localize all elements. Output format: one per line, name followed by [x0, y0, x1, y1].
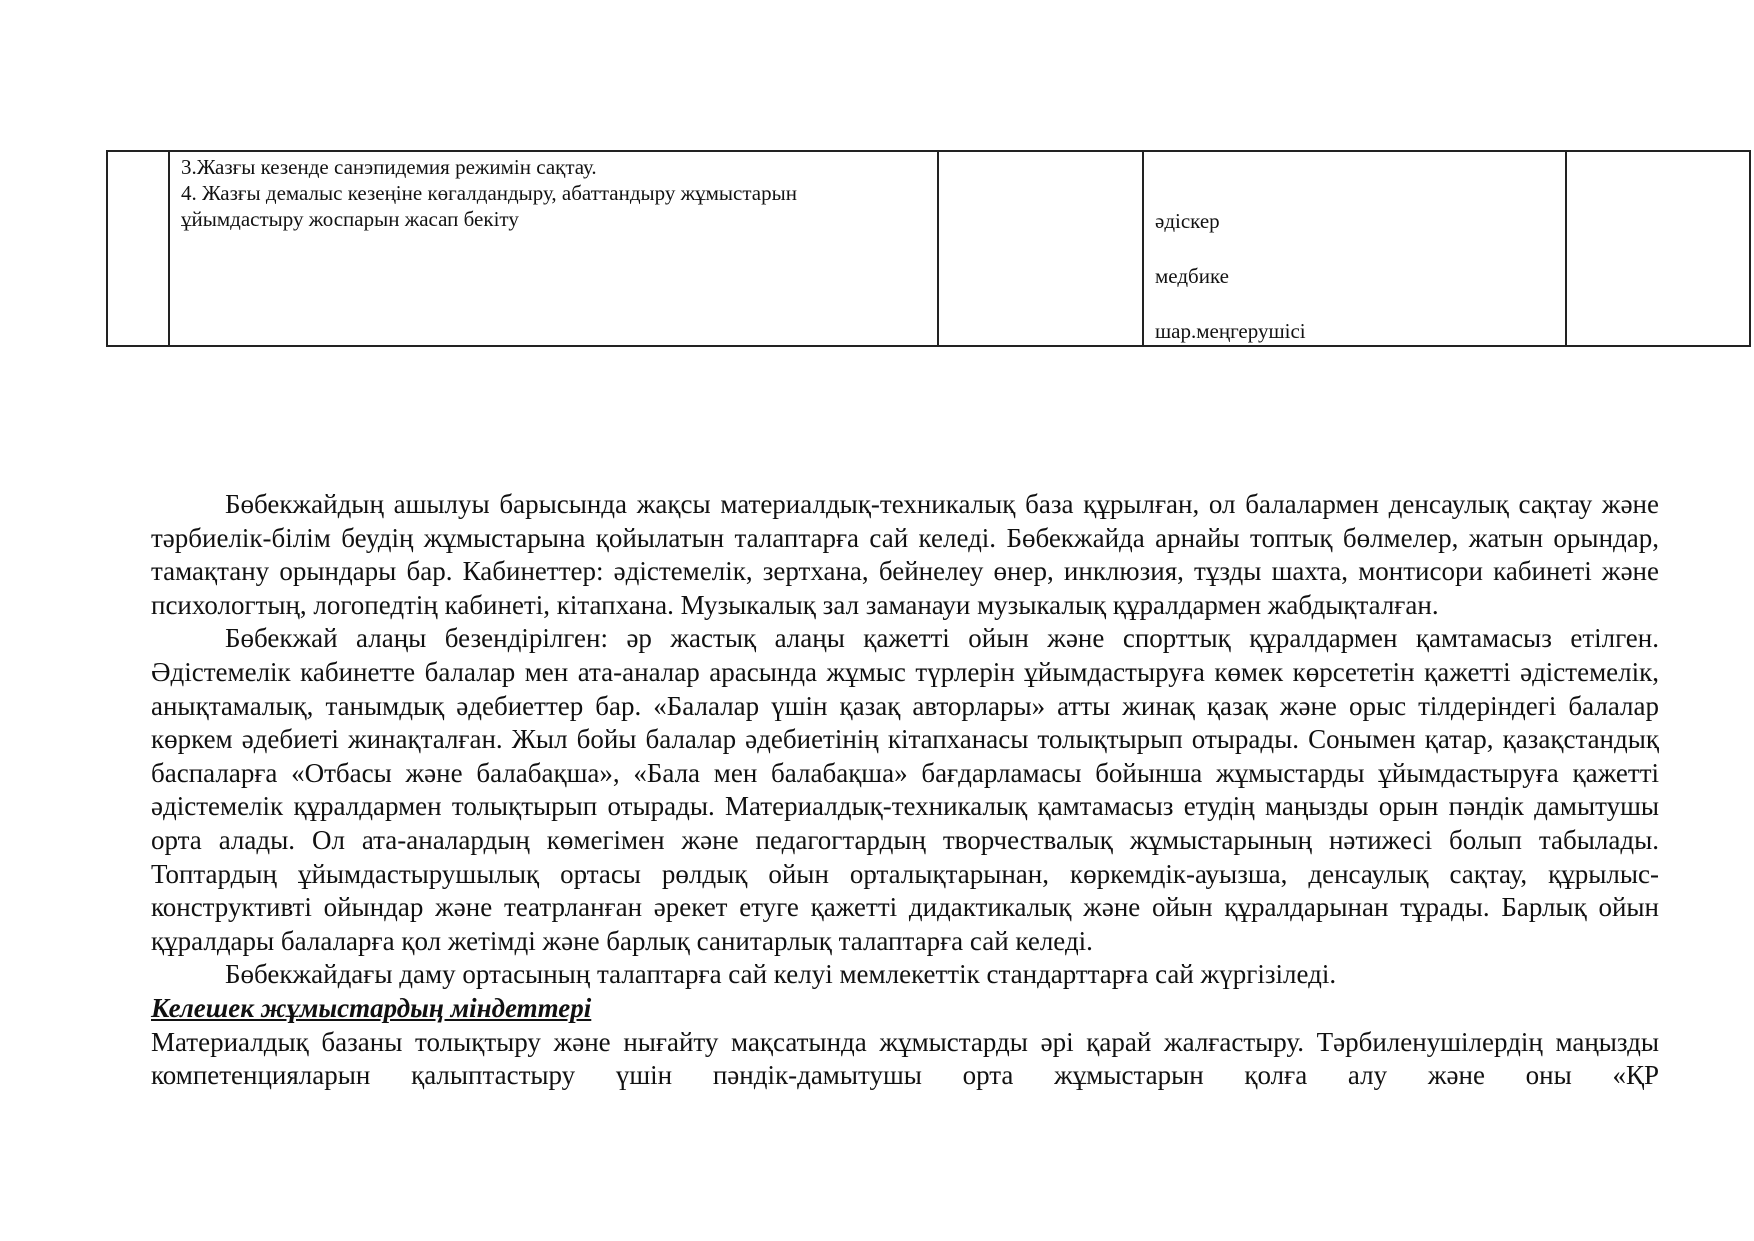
deadline-cell	[938, 151, 1143, 346]
note-cell	[1566, 151, 1750, 346]
task-line: 4. Жазғы демалыс кезеңіне көгалдандыру, абаттандыру жұмыстарын	[181, 181, 797, 205]
task-line: 3.Жазғы кезенде санэпидемия режимін сақтау.	[181, 155, 597, 179]
paragraph-standards: Бөбекжайдағы даму ортасының талаптарға сай келуі мемлекеттік стандарттарға сай жүргізіледі.	[225, 959, 1337, 990]
number-cell	[107, 151, 169, 346]
responsible-household-manager: шар.меңгерушісі	[1155, 319, 1306, 343]
responsible-nurse: медбике	[1155, 264, 1229, 288]
paragraph-material-base: Бөбекжайдың ашылуы барысында жақсы материалдық-техникалық база құрылған, ол балалармен денсаулық сақтау және тәрбиелік-білім беудің жұмыстарына қойылатын талаптарға сай келеді. Бөбекжайда арнайы топтық бөлмелер, жатын орындар, тамақтану орындары бар. Кабинеттер: әдістемелік, зертхана, бейнелеу өнер, инклюзия, тұзды шахта, монтисори кабинеті және психологтың, логопедтің кабинеті, кітапхана. Музыкалық зал заманауи музыкалық құралдармен жабдықталған.	[151, 489, 1659, 620]
section-heading-future-tasks: Келешек жұмыстардың міндеттері	[151, 992, 592, 1023]
table-row	[107, 151, 1750, 346]
paragraph-future-tasks: Материалдық базаны толықтыру және нығайту мақсатында жұмыстарды әрі қарай жалғастыру. Тәрбиленушілердің маңызды компетенцияларын қалыптастыру үшін пәндік-дамытушы орта жұмыстарын қолға алу және оны «ҚР	[151, 1026, 1659, 1091]
work-plan-table-fragment	[106, 150, 1751, 347]
task-cell	[169, 151, 938, 346]
task-line: ұйымдастыру жоспарын жасап бекіту	[181, 207, 519, 231]
responsible-methodologist: әдіскер	[1155, 209, 1220, 233]
paragraph-playground-and-methods: Бөбекжай алаңы безендірілген: әр жастық алаңы қажетті ойын және спорттық құралдармен қамтамасыз етілген. Әдістемелік кабинетте балалар мен ата-аналар арасында жұмыс түрлерін ұйымдастыруға көмек көрсететін қажетті әдістемелік, анықтамалық, танымдық әдебиеттер бар. «Балалар үшін қазақ авторлары» атты жинақ қазақ және орыс тілдеріндегі балалар көркем әдебиеті жинақталған. Жыл бойы балалар әдебиетінің кітапханасы толықтырып отырады. Сонымен қатар, қазақстандық баспаларға «Отбасы және балабақша», «Бала мен балабақша» бағдарламасы бойынша жұмыстарды ұйымдастыруға қажетті әдістемелік құралдармен толықтырып отырады. Материалдық-техникалық қамтамасыз етудің маңызды орын пәндік дамытушы орта алады. Ол ата-аналардың көмегімен және педагогтардың творчествалық жұмыстарының нәтижесі болып табылады. Топтардың ұйымдастырушылық ортасы рөлдық ойын орталықтарынан, көркемдік-ауызша, денсаулық сақтау, құрылыс-конструктивті ойындар және театрланған әрекет етуге қажетті дидактикалық және ойын құралдарынан тұрады. Барлық ойын құралдары балаларға қол жетімді және барлық санитарлық талаптарға сай келеді.	[151, 623, 1659, 956]
responsible-cell	[1143, 151, 1566, 346]
body-text	[151, 488, 1659, 1093]
